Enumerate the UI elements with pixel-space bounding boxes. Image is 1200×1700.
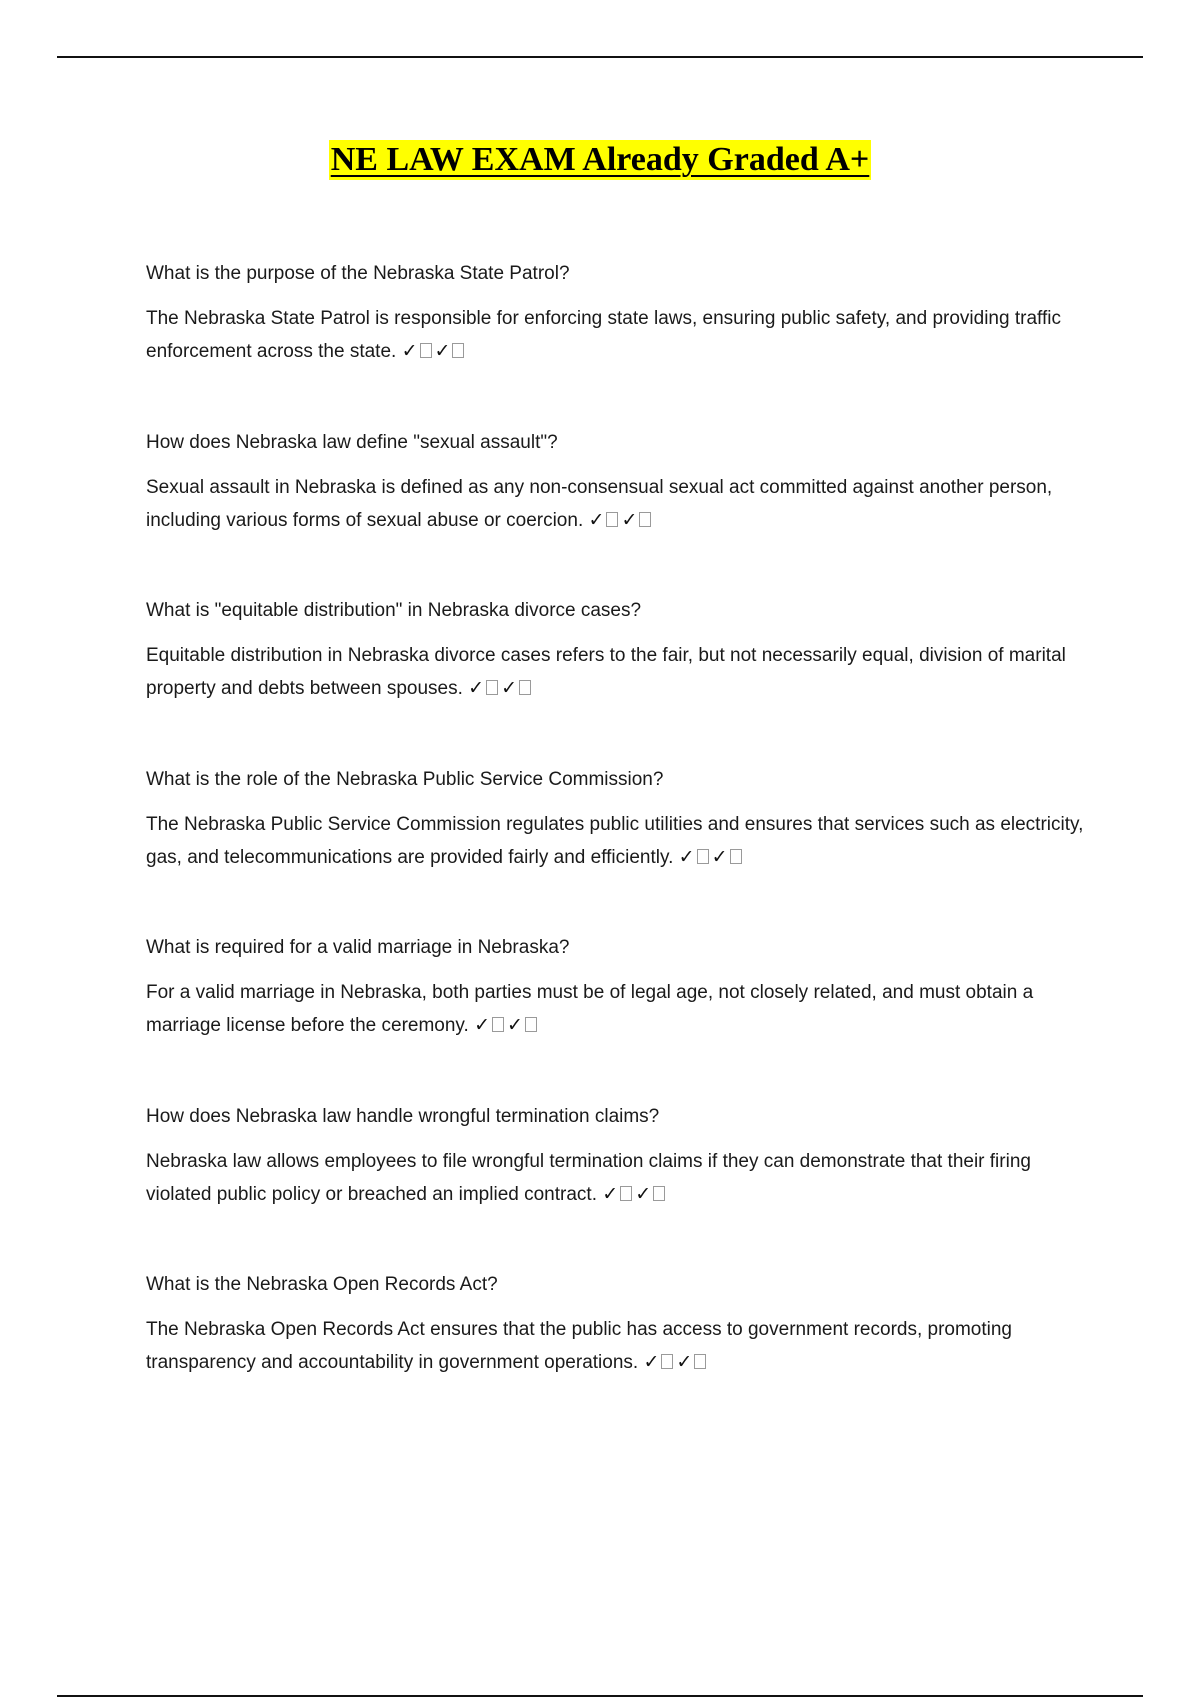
title-container <box>0 140 1200 180</box>
check-icon: ✓ <box>501 677 518 699</box>
check-icon: ✓ <box>468 677 485 699</box>
placeholder-box-icon <box>452 343 464 358</box>
answer-text: Equitable distribution in Nebraska divorce cases refers to the fair, but not necessarily equal, division of marital property and debts between spouses. <box>146 645 1066 699</box>
qa-list <box>146 258 1086 1438</box>
check-icon: ✓ <box>401 340 418 362</box>
qa-item <box>146 1101 1086 1270</box>
placeholder-box-icon <box>661 1354 673 1369</box>
answer-paragraph <box>146 639 1086 705</box>
answer-paragraph <box>146 808 1086 874</box>
placeholder-box-icon <box>697 849 709 864</box>
top-rule <box>57 56 1143 58</box>
check-icon: ✓ <box>678 845 695 868</box>
check-marks <box>643 1352 709 1373</box>
check-marks <box>402 341 468 362</box>
answer-paragraph <box>146 471 1086 537</box>
qa-item <box>146 1269 1086 1438</box>
answer-paragraph <box>146 302 1086 368</box>
answer-text: The Nebraska Open Records Act ensures that the public has access to government records, promoting transparency and accountability in government operations. <box>146 1319 1013 1373</box>
check-icon: ✓ <box>676 1351 693 1373</box>
placeholder-box-icon <box>653 1186 665 1201</box>
placeholder-box-icon <box>620 1186 632 1201</box>
question-text: What is "equitable distribution" in Nebraska divorce cases? <box>146 600 642 621</box>
check-icon: ✓ <box>621 508 638 531</box>
check-marks <box>679 847 745 868</box>
check-icon: ✓ <box>507 1014 523 1036</box>
question-text: What is required for a valid marriage in Nebraska? <box>146 937 570 958</box>
check-icon: ✓ <box>635 1182 652 1205</box>
check-icon: ✓ <box>643 1351 660 1373</box>
check-marks <box>474 1015 540 1036</box>
qa-item <box>146 595 1086 764</box>
question-text: What is the purpose of the Nebraska State Patrol? <box>146 263 570 284</box>
placeholder-box-icon <box>420 343 432 358</box>
qa-item <box>146 427 1086 596</box>
check-marks <box>602 1184 668 1205</box>
question-text: How does Nebraska law handle wrongful termination claims? <box>146 1105 660 1127</box>
answer-text: Nebraska law allows employees to file wrongful termination claims if they can demonstrate that their firing violated public policy or breached an implied contract. <box>146 1150 1031 1205</box>
answer-text: For a valid marriage in Nebraska, both parties must be of legal age, not closely related, and must obtain a marriage license before the ceremony. <box>146 982 1034 1036</box>
placeholder-box-icon <box>525 1017 537 1032</box>
check-marks <box>589 510 655 531</box>
document-title: NE LAW EXAM Already Graded A+ <box>330 141 870 178</box>
placeholder-box-icon <box>519 680 531 695</box>
answer-paragraph <box>146 1145 1086 1211</box>
question-text: What is the Nebraska Open Records Act? <box>146 1274 498 1295</box>
qa-item <box>146 258 1086 427</box>
check-icon: ✓ <box>588 508 605 531</box>
answer-text: The Nebraska State Patrol is responsible for enforcing state laws, ensuring public safety, and providing traffic enforcement across the state. <box>146 308 1061 362</box>
qa-item <box>146 764 1086 933</box>
placeholder-box-icon <box>730 849 742 864</box>
answer-text: The Nebraska Public Service Commission regulates public utilities and ensures that services such as electricity, gas, and telecommunications are provided fairly and efficiently. <box>146 813 1084 868</box>
question-text: What is the role of the Nebraska Public Service Commission? <box>146 768 664 790</box>
check-icon: ✓ <box>602 1182 619 1205</box>
check-icon: ✓ <box>434 340 451 362</box>
check-marks <box>468 678 534 699</box>
answer-paragraph <box>146 1313 1086 1379</box>
check-icon: ✓ <box>711 845 728 868</box>
question-text: How does Nebraska law define "sexual assault"? <box>146 431 558 453</box>
placeholder-box-icon <box>492 1017 504 1032</box>
placeholder-box-icon <box>606 512 618 527</box>
placeholder-box-icon <box>486 680 498 695</box>
placeholder-box-icon <box>639 512 651 527</box>
placeholder-box-icon <box>694 1354 706 1369</box>
qa-item <box>146 932 1086 1101</box>
check-icon: ✓ <box>474 1014 491 1036</box>
bottom-rule <box>57 1695 1143 1697</box>
answer-text: Sexual assault in Nebraska is defined as any non-consensual sexual act committed against another person, including various forms of sexual abuse or coercion. <box>146 476 1053 531</box>
answer-paragraph <box>146 976 1086 1042</box>
